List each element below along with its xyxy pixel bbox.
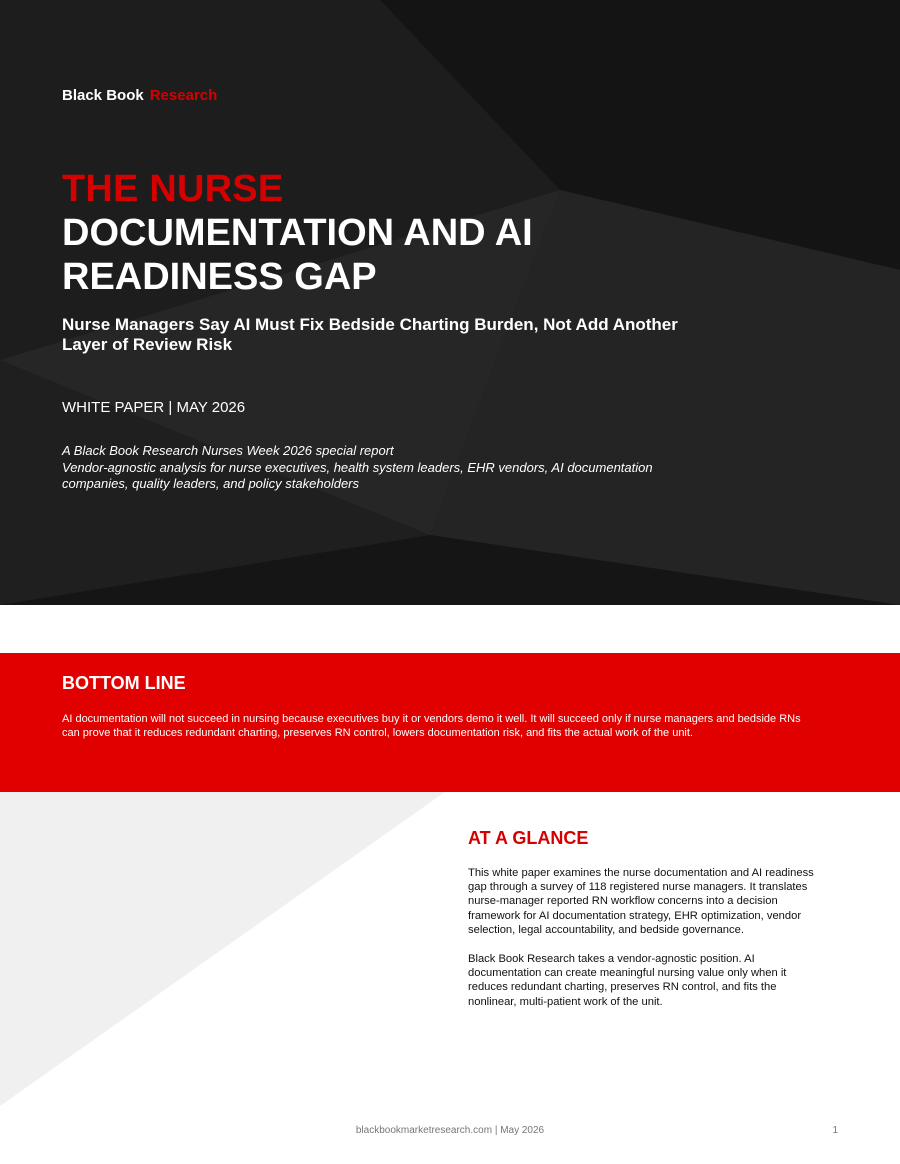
paragraph-line: gap through a survey of 118 registered nurse managers. It translates bbox=[468, 881, 808, 894]
brand-name: Black Book bbox=[62, 87, 144, 104]
paragraph-line: documentation can create meaningful nursing value only when it bbox=[468, 967, 787, 980]
at-a-glance-paragraph-1 bbox=[468, 866, 840, 937]
bottom-line-body bbox=[62, 712, 842, 740]
at-a-glance-heading: AT A GLANCE bbox=[468, 828, 589, 848]
title-line: READINESS GAP bbox=[62, 256, 377, 298]
footer-text: blackbookmarketresearch.com | May 2026 bbox=[355, 1125, 545, 1136]
bottom-line-heading: BOTTOM LINE bbox=[62, 673, 186, 693]
paragraph-line: reduces redundant charting, preserves RN control, and fits the bbox=[468, 981, 777, 994]
title-line: DOCUMENTATION AND AI bbox=[62, 212, 533, 254]
title-highlight: THE NURSE bbox=[62, 168, 284, 210]
subtitle-line: Layer of Review Risk bbox=[62, 335, 233, 354]
paragraph-line: selection, legal accountability, and bedside governance. bbox=[468, 923, 744, 936]
description-line: companies, quality leaders, and policy stakeholders bbox=[62, 476, 360, 491]
body-line: can prove that it reduces redundant charting, preserves RN control, lowers documentation risk, and fits the actual work of the unit. bbox=[62, 727, 693, 739]
at-a-glance-paragraph-2 bbox=[468, 952, 840, 1009]
description-line: Vendor-agnostic analysis for nurse executives, health system leaders, EHR vendors, AI documentation bbox=[62, 459, 653, 475]
page-number: 1 bbox=[832, 1125, 838, 1136]
brand-logo bbox=[62, 87, 217, 104]
description-line: A Black Book Research Nurses Week 2026 special report bbox=[62, 443, 394, 458]
brand-accent: Research bbox=[149, 87, 218, 104]
body-line: AI documentation will not succeed in nursing because executives buy it or vendors demo it well. It will succeed only if nurse managers and bedside RNs bbox=[62, 713, 801, 725]
paragraph-line: This white paper examines the nurse documentation and AI readiness bbox=[468, 867, 814, 879]
report-description bbox=[62, 443, 682, 493]
paragraph-line: framework for AI documentation strategy, EHR optimization, vendor bbox=[468, 909, 802, 922]
page-subtitle bbox=[62, 315, 682, 355]
paper-type-date: WHITE PAPER | MAY 2026 bbox=[62, 399, 246, 416]
subtitle-line: Nurse Managers Say AI Must Fix Bedside Charting Burden, Not Add Another bbox=[62, 315, 678, 334]
paragraph-line: nurse-manager reported RN workflow concerns into a decision bbox=[468, 895, 778, 908]
paragraph-line: nonlinear, multi-patient work of the unit. bbox=[468, 995, 663, 1008]
paragraph-line: Black Book Research takes a vendor-agnostic position. AI bbox=[468, 953, 755, 965]
page-title bbox=[62, 211, 682, 299]
